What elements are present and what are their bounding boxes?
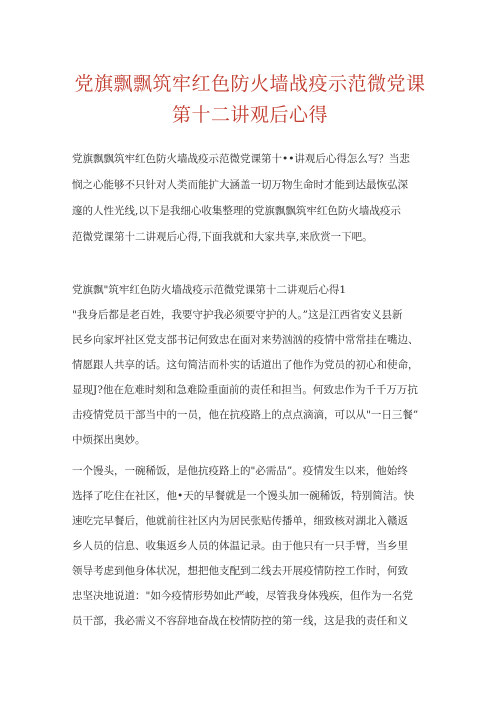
intro-line-2: 悯之心能够不只针对人类而能扩大涵盖一切万物生命时才能到达最恢弘深 (72, 179, 408, 191)
body-line-6: 中烦探出奥妙。 (72, 434, 146, 446)
body-line-4: 显现J?他在危难时刻和急难险重面前的责任和担当。何致忠作为千千万万抗 (72, 384, 418, 396)
body-line-8: 选择了吃住在社区，他•天的早餐就是一个馒头加一碗稀饭，特别简洁。快 (72, 490, 415, 502)
section-heading: 党旗飘"筑牢红色防火墙战疫示范微党课第十二讲观后心得1 (72, 284, 347, 296)
body-line-1: "我身后都是老百姓，我要守护我必须要守护的人。”这是江西省安义县新 (72, 309, 403, 321)
body-line-12: 忠坚决地说道："如今疫情形势如此严峻，尽管我身体残疾，但作为一名党 (72, 590, 413, 602)
document-title-line-1: 党旗飘飘筑牢红色防火墙战疫示范微党课 (74, 73, 426, 95)
body-line-13: 员干部，我必需义不容辞地奋战在校情防控的第一线，这是我的责任和义 (72, 615, 408, 627)
body-line-11: 领导考虑到他身体状况，想把他支配到二线去开展疫情防控工作时，何致 (72, 565, 408, 577)
document-title-line-2: 第十二讲观后心得 (171, 104, 328, 126)
intro-line-4: 范微党课第十二讲观后心得,下面我就和大家共享,来欣赏一下吧。 (72, 231, 373, 243)
body-line-7: 一个馒头，一碗稀饭，是他抗疫路上的"必需品”。疫情发生以来，他始终 (72, 465, 408, 477)
body-line-2: 民乡向家坪社区党支部书记何致忠在面对来势汹汹的疫情中常常挂在嘴边、 (72, 334, 419, 346)
body-line-9: 速吃完早餐后，他就前往社区内为居民张贴传播单，细致核对湖北入赣返 (72, 515, 408, 527)
body-line-3: 情愿跟人共享的话。这句简洁而朴实的话道出了他作为党员的初心和使命， (72, 359, 419, 371)
intro-line-3: 邃的人性光线,以下是我细心收集整理的党旗飘飘筑牢红色防火墙战疫示 (72, 205, 401, 217)
body-line-10: 乡人员的信息、收集返乡人员的体温记录。由于他只有一只手臂，当乡里 (72, 540, 408, 552)
body-line-5: 击疫情党员干部当中的一员，他在抗疫路上的点点滴滴，可以从"一日三餐” (72, 409, 419, 421)
intro-line-1: 党旗飘飘筑牢红色防火墙战疫示范微党课第十••讲观后心得怎么写？当悲 (72, 153, 410, 165)
